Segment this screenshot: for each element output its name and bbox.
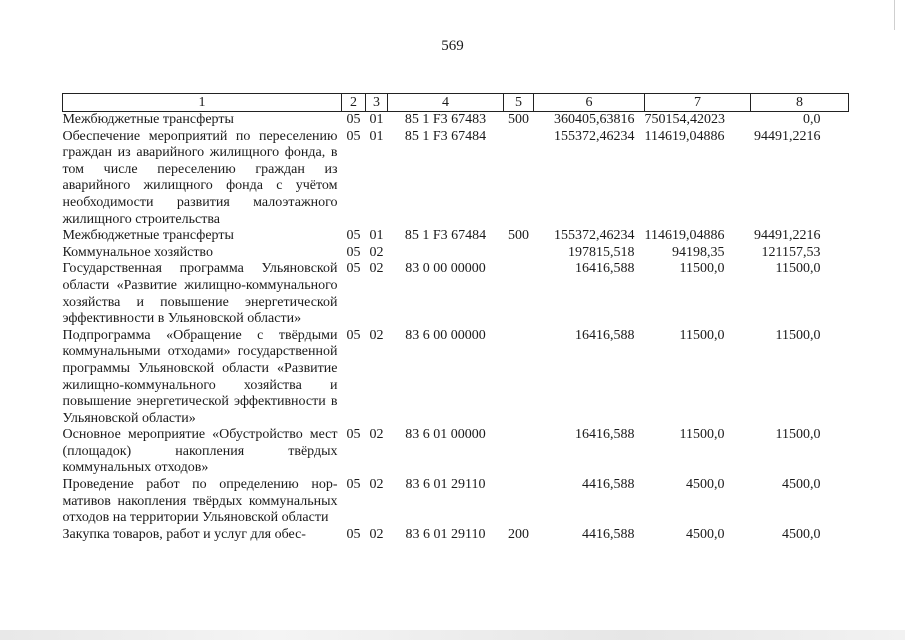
cell-amount-3: 94491,2216 bbox=[754, 128, 821, 144]
cell-target-item: 83 6 00 00000 bbox=[405, 327, 486, 343]
table-row bbox=[63, 129, 849, 229]
cell-subsection: 02 bbox=[369, 244, 384, 260]
cell-section: 05 bbox=[346, 477, 361, 493]
cell-subsection: 02 bbox=[369, 477, 384, 493]
cell-subsection: 01 bbox=[369, 228, 384, 244]
cell-target-item: 83 6 01 00000 bbox=[405, 427, 486, 443]
cell-target-item: 83 0 00 00000 bbox=[405, 261, 486, 277]
cell-expense-type: 500 bbox=[508, 228, 529, 244]
cell-expense-type bbox=[504, 261, 534, 327]
cell-amount-3: 11500,0 bbox=[775, 427, 821, 443]
cell-section: 05 bbox=[346, 112, 361, 127]
column-header: 2 bbox=[342, 94, 366, 112]
cell-subsection: 02 bbox=[369, 327, 384, 343]
cell-amount-1: 16416,588 bbox=[575, 261, 635, 277]
cell-amount-3: 11500,0 bbox=[775, 261, 821, 277]
cell-section: 05 bbox=[346, 228, 361, 244]
cell-amount-2: 94198,35 bbox=[672, 244, 725, 260]
cell-amount-2: 750154,42023 bbox=[644, 112, 725, 127]
cell-amount-1: 197815,518 bbox=[568, 244, 635, 260]
cell-amount-3: 121157,53 bbox=[761, 244, 821, 260]
cell-subsection: 01 bbox=[369, 112, 384, 127]
cell-amount-3: 4500,0 bbox=[782, 526, 821, 542]
column-header: 4 bbox=[388, 94, 504, 112]
table-row bbox=[63, 477, 849, 527]
column-header: 8 bbox=[751, 94, 849, 112]
scan-edge bbox=[894, 0, 905, 30]
cell-section: 05 bbox=[346, 526, 361, 542]
cell-section: 05 bbox=[346, 128, 361, 144]
cell-name: Закупка товаров, работ и услуг для обес- bbox=[62, 526, 306, 542]
cell-amount-3: 0,0 bbox=[803, 112, 821, 127]
cell-subsection: 02 bbox=[369, 526, 384, 542]
cell-amount-2: 11500,0 bbox=[679, 427, 725, 443]
cell-subsection: 01 bbox=[369, 128, 384, 144]
cell-amount-2: 114619,04886 bbox=[644, 228, 725, 244]
table-row bbox=[63, 245, 849, 262]
cell-name: Проведение работ по определению нормативов накопления твёрдых коммунальных отходов на территории Ульяновской области bbox=[62, 477, 338, 526]
cell-amount-1: 16416,588 bbox=[575, 427, 635, 443]
cell-amount-2: 11500,0 bbox=[679, 327, 725, 343]
cell-target-item: 85 1 F3 67484 bbox=[404, 228, 487, 244]
page-number: 569 bbox=[441, 38, 464, 54]
cell-section: 05 bbox=[346, 327, 361, 343]
cell-name: Государственная программа Ульяновской области «Развитие жилищно-коммунального хозяйства и повышение энергетической эффективности в Ульяновской области» bbox=[62, 261, 338, 327]
cell-target-item bbox=[388, 245, 504, 262]
cell-name: Межбюджетные трансферты bbox=[62, 228, 234, 244]
cell-name: Межбюджетные трансферты bbox=[62, 112, 234, 127]
column-header: 3 bbox=[366, 94, 388, 112]
cell-name: Основное мероприятие «Обустройство мест (площадок) накопления твёрдых коммунальных отходов» bbox=[62, 427, 338, 476]
cell-target-item: 85 1 F3 67484 bbox=[404, 128, 487, 144]
table-header-row bbox=[63, 94, 849, 112]
cell-expense-type: 500 bbox=[508, 112, 529, 127]
cell-section: 05 bbox=[346, 244, 361, 260]
cell-amount-1: 360405,63816 bbox=[554, 112, 635, 127]
cell-amount-1: 16416,588 bbox=[575, 327, 635, 343]
cell-target-item: 83 6 01 29110 bbox=[405, 477, 486, 493]
cell-expense-type bbox=[504, 129, 534, 229]
scan-bottom-edge bbox=[0, 630, 905, 640]
cell-amount-3: 4500,0 bbox=[782, 477, 821, 493]
cell-amount-3: 11500,0 bbox=[775, 327, 821, 343]
column-header: 1 bbox=[63, 94, 342, 112]
cell-expense-type bbox=[504, 427, 534, 477]
table-row bbox=[63, 112, 849, 129]
column-header: 6 bbox=[534, 94, 645, 112]
cell-amount-1: 4416,588 bbox=[582, 477, 635, 493]
cell-name: Подпрограмма «Обращение с твёрдыми коммунальными отходами» государственной программы Ульяновской области «Развитие жилищно-коммунального хозяйства и повышение энергетической эффективности в Ульяновской области» bbox=[62, 327, 338, 426]
table-body bbox=[63, 112, 849, 544]
column-header: 5 bbox=[504, 94, 534, 112]
cell-expense-type bbox=[504, 477, 534, 527]
table-row bbox=[63, 328, 849, 428]
cell-subsection: 02 bbox=[369, 427, 384, 443]
cell-name: Обеспечение мероприятий по переселению граждан из аварийного жилищного фонда, в том числе переселению граждан из аварийного жилищного фонда с учётом необходимости развития малоэтажного жилищного строительства bbox=[62, 128, 338, 227]
cell-amount-1: 4416,588 bbox=[582, 526, 635, 542]
table-row bbox=[63, 228, 849, 245]
cell-target-item: 85 1 F3 67483 bbox=[404, 112, 487, 127]
table-row bbox=[63, 427, 849, 477]
cell-amount-1: 155372,46234 bbox=[554, 228, 635, 244]
cell-section: 05 bbox=[346, 427, 361, 443]
table-row bbox=[63, 261, 849, 327]
cell-target-item: 83 6 01 29110 bbox=[405, 526, 486, 542]
cell-amount-1: 155372,46234 bbox=[554, 128, 635, 144]
cell-amount-2: 11500,0 bbox=[679, 261, 725, 277]
table-row bbox=[63, 527, 849, 544]
column-header: 7 bbox=[645, 94, 751, 112]
budget-table bbox=[62, 93, 848, 543]
cell-expense-type bbox=[504, 245, 534, 262]
cell-amount-3: 94491,2216 bbox=[754, 228, 821, 244]
cell-expense-type: 200 bbox=[508, 526, 529, 542]
cell-amount-2: 4500,0 bbox=[686, 477, 725, 493]
cell-name: Коммунальное хозяйство bbox=[62, 244, 213, 260]
cell-amount-2: 4500,0 bbox=[686, 526, 725, 542]
cell-amount-2: 114619,04886 bbox=[644, 128, 725, 144]
cell-expense-type bbox=[504, 328, 534, 428]
cell-subsection: 02 bbox=[369, 261, 384, 277]
cell-section: 05 bbox=[346, 261, 361, 277]
